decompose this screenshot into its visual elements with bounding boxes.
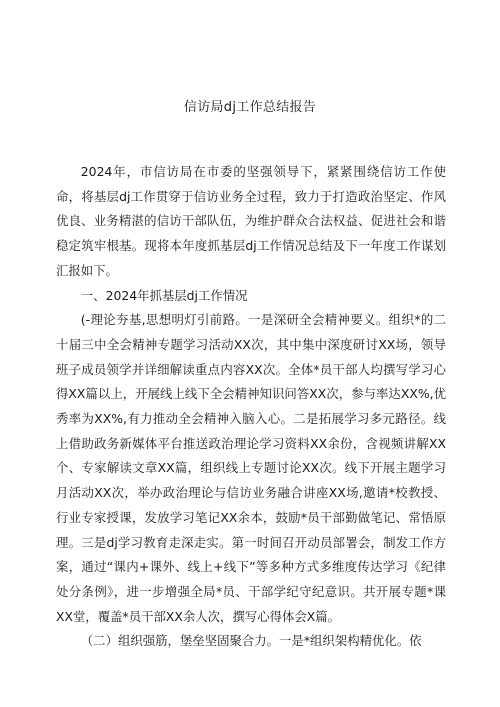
body-paragraph: (-理论夯基,思想明灯引前路。一是深研全会精神要义。组织*的二十届三中全会精神专题学习活动XX次，其中集中深度研讨XX场，领导班子成员领学并详细解读重点内容XX次。全体*员干部人均撰写学习心得XX篇以上，开展线上线下全会精神知识问答XX次，参与率达XX%,优秀率为XX%,有力推动全会精神入脑入心。二是拓展学习多元路径。线上借助政务新媒体平台推送政治理论学习资料XX余份，含视频讲解XX个、专家解读文章XX篇，组织线上专题讨论XX次。线下开展主题学习月活动XX次，举办政治理论与信访业务融合讲座XX场,邀请*校教授、行业专家授课，发放学习笔记XX余本，鼓励*员干部勤做笔记、常悟原理。三是dj学习教育走深走实。第一时间召开动员部署会，制发工作方案，通过“课内+课外、线上+线下”等多种方式多维度传达学习《纪律处分条例》，进一步增强全局*员、干部学纪守纪意识。共开展专题*课XX堂，覆盖*员干部XX余人次，撰写心得体会X篇。 <box>56 312 446 624</box>
intro-paragraph: 2024年，市信访局在市委的坚强领导下，紧紧围绕信访工作使命，将基层dj工作贯穿于信访业务全过程，致力于打造政治坚定、作风优良、业务精湛的信访干部队伍，为维护群众合法权益、促进社会和谐稳定筑牢根基。现将本年度抓基层dj工作情况总结及下一年度工作谋划汇报如下。 <box>56 164 446 278</box>
section-heading: 一、2024年抓基层dj工作情况 <box>80 287 248 303</box>
document-title: 信访局dj工作总结报告 <box>183 100 317 115</box>
subsection-paragraph: （二）组织强筋，堡垒坚固聚合力。一是*组织架构精优化。依 <box>80 633 422 649</box>
document-body <box>56 160 446 654</box>
